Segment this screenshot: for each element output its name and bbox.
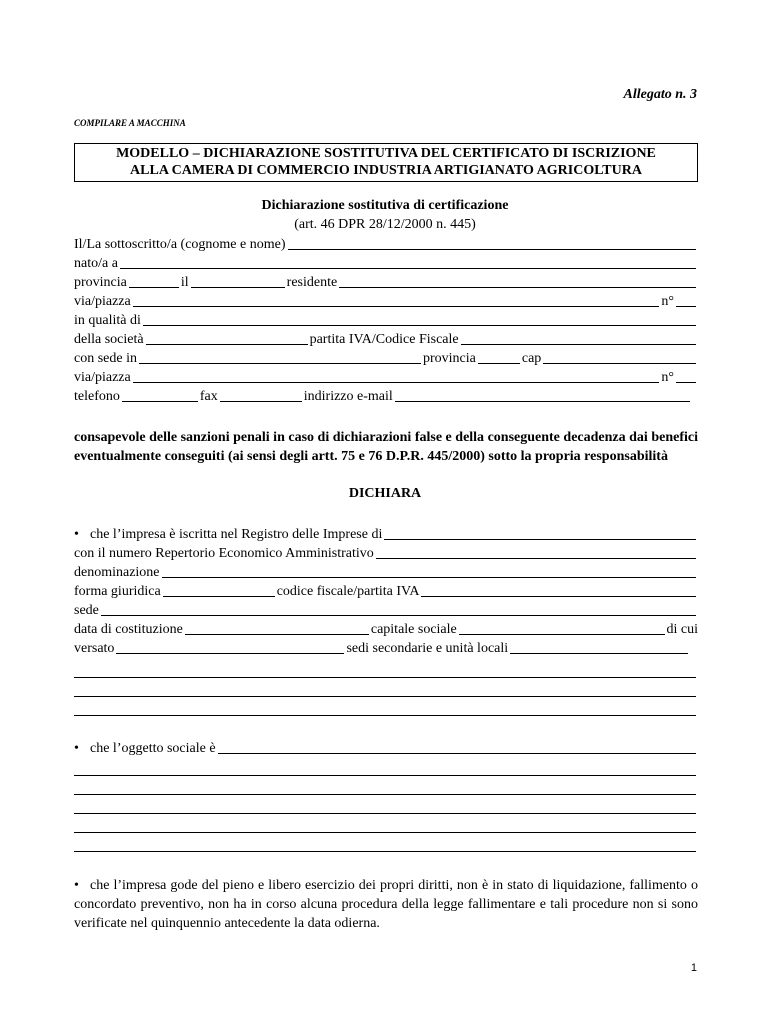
field-telefono[interactable]: [122, 401, 198, 402]
blank-line[interactable]: [74, 832, 696, 833]
label-qualita: in qualità di: [74, 313, 141, 328]
bullet-icon: •: [74, 878, 79, 893]
blank-line[interactable]: [74, 813, 696, 814]
field-via[interactable]: [133, 306, 660, 307]
row-via: [74, 291, 698, 310]
field-numero[interactable]: [676, 306, 696, 307]
label-email: indirizzo e-mail: [303, 389, 393, 404]
label-secondarie: sedi secondarie e unità locali: [346, 641, 509, 656]
field-qualita[interactable]: [143, 325, 696, 326]
consapevole-paragraph: consapevole delle sanzioni penali in caso di dichiarazioni false e della conseguente decadenza dai benefici eventualmente conseguiti (ai sensi degli artt. 75 e 76 D.P.R. 445/2000) sotto la propria responsabilità: [74, 430, 698, 464]
field-via-sede[interactable]: [133, 382, 660, 383]
bullet-icon: •: [74, 527, 79, 542]
label-fax: fax: [199, 389, 218, 404]
row-denominazione: [74, 562, 698, 581]
row-societa: [74, 329, 698, 348]
label-denominazione: denominazione: [74, 565, 160, 580]
field-sedi-secondarie[interactable]: [510, 653, 688, 654]
page-number: 1: [690, 962, 697, 974]
label-nato: nato/a a: [74, 256, 118, 271]
label-versato: versato: [74, 641, 115, 656]
row-provincia: [74, 272, 698, 291]
form-title-line1: MODELLO – DICHIARAZIONE SOSTITUTIVA DEL CERTIFICATO DI ISCRIZIONE: [116, 146, 656, 161]
row-oggetto: [74, 738, 698, 757]
field-cap[interactable]: [543, 363, 696, 364]
row-versato: [74, 638, 690, 657]
label-iscritta: che l’impresa è iscritta nel Registro delle Imprese di: [90, 527, 383, 542]
row-sottoscritto: [74, 234, 698, 253]
form-title-line2: ALLA CAMERA DI COMMERCIO INDUSTRIA ARTIGIANATO AGRICOLTURA: [130, 163, 642, 178]
label-societa: della società: [74, 332, 144, 347]
label-oggetto: che l’oggetto sociale è: [90, 741, 216, 756]
label-numero-sede: n°: [661, 370, 674, 385]
row-via-sede: [74, 367, 698, 386]
field-residente[interactable]: [339, 287, 696, 288]
row-sede: [74, 348, 698, 367]
label-il: il: [180, 275, 189, 290]
label-sottoscritto: Il/La sottoscritto/a (cognome e nome): [74, 237, 286, 252]
label-provincia-sede: provincia: [422, 351, 476, 366]
label-sede-impresa: sede: [74, 603, 99, 618]
label-forma: forma giuridica: [74, 584, 161, 599]
diritti-text: che l’impresa gode del pieno e libero esercizio dei propri diritti, non è in stato di liquidazione, fallimento o concordato preventivo, non ha in corso alcuna procedura della legge fallimentare e tali procedure non si sono verificate nel quinquennio antecedente la data odierna.: [74, 878, 698, 931]
label-via-sede: via/piazza: [74, 370, 131, 385]
label-via: via/piazza: [74, 294, 131, 309]
label-residente: residente: [286, 275, 338, 290]
field-data-nascita[interactable]: [191, 287, 285, 288]
row-iscritta: [74, 524, 698, 543]
bullet-icon: •: [74, 741, 79, 756]
field-denominazione[interactable]: [162, 577, 696, 578]
label-repertorio: con il numero Repertorio Economico Amministrativo: [74, 546, 374, 561]
field-oggetto-sociale[interactable]: [218, 753, 696, 754]
field-codice-fiscale[interactable]: [421, 596, 696, 597]
field-cognome-nome[interactable]: [288, 249, 697, 250]
label-cap: cap: [521, 351, 542, 366]
label-costituzione: data di costituzione: [74, 622, 183, 637]
blank-line[interactable]: [74, 677, 696, 678]
field-partita-iva[interactable]: [461, 344, 696, 345]
field-registro-imprese[interactable]: [384, 539, 696, 540]
blank-line[interactable]: [74, 794, 696, 795]
field-provincia-sede[interactable]: [478, 363, 520, 364]
row-contatti: [74, 386, 692, 405]
field-data-costituzione[interactable]: [185, 634, 369, 635]
label-provincia: provincia: [74, 275, 127, 290]
label-capitale: capitale sociale: [370, 622, 457, 637]
legal-reference: (art. 46 DPR 28/12/2000 n. 445): [294, 217, 476, 232]
section-heading: Dichiarazione sostitutiva di certificazione: [261, 198, 509, 213]
blank-line[interactable]: [74, 715, 696, 716]
blank-line[interactable]: [74, 696, 696, 697]
row-repertorio: [74, 543, 698, 562]
field-provincia-nascita[interactable]: [129, 287, 179, 288]
blank-line[interactable]: [74, 851, 696, 852]
row-forma: [74, 581, 698, 600]
field-sede-impresa[interactable]: [101, 615, 696, 616]
field-sede[interactable]: [139, 363, 421, 364]
field-rea[interactable]: [376, 558, 696, 559]
row-sede-impresa: [74, 600, 698, 619]
field-societa[interactable]: [146, 344, 308, 345]
form-title-box: [74, 143, 698, 182]
field-luogo-nascita[interactable]: [120, 268, 696, 269]
label-numero: n°: [661, 294, 674, 309]
label-telefono: telefono: [74, 389, 120, 404]
field-email[interactable]: [395, 401, 690, 402]
field-numero-sede[interactable]: [676, 382, 696, 383]
allegato-label: Allegato n. 3: [623, 87, 697, 102]
field-fax[interactable]: [220, 401, 302, 402]
field-versato[interactable]: [116, 653, 344, 654]
diritti-paragraph: [74, 876, 698, 933]
compilare-instruction: COMPILARE A MACCHINA: [74, 118, 186, 128]
label-sede: con sede in: [74, 351, 137, 366]
field-forma-giuridica[interactable]: [163, 596, 275, 597]
label-partita-iva: partita IVA/Codice Fiscale: [309, 332, 459, 347]
label-codice: codice fiscale/partita IVA: [276, 584, 420, 599]
field-capitale[interactable]: [459, 634, 665, 635]
dichiara-heading: DICHIARA: [348, 486, 422, 501]
label-dicui: di cui: [666, 622, 698, 637]
row-costituzione: [74, 619, 698, 638]
blank-line[interactable]: [74, 775, 696, 776]
row-nato: [74, 253, 698, 272]
row-qualita: [74, 310, 698, 329]
